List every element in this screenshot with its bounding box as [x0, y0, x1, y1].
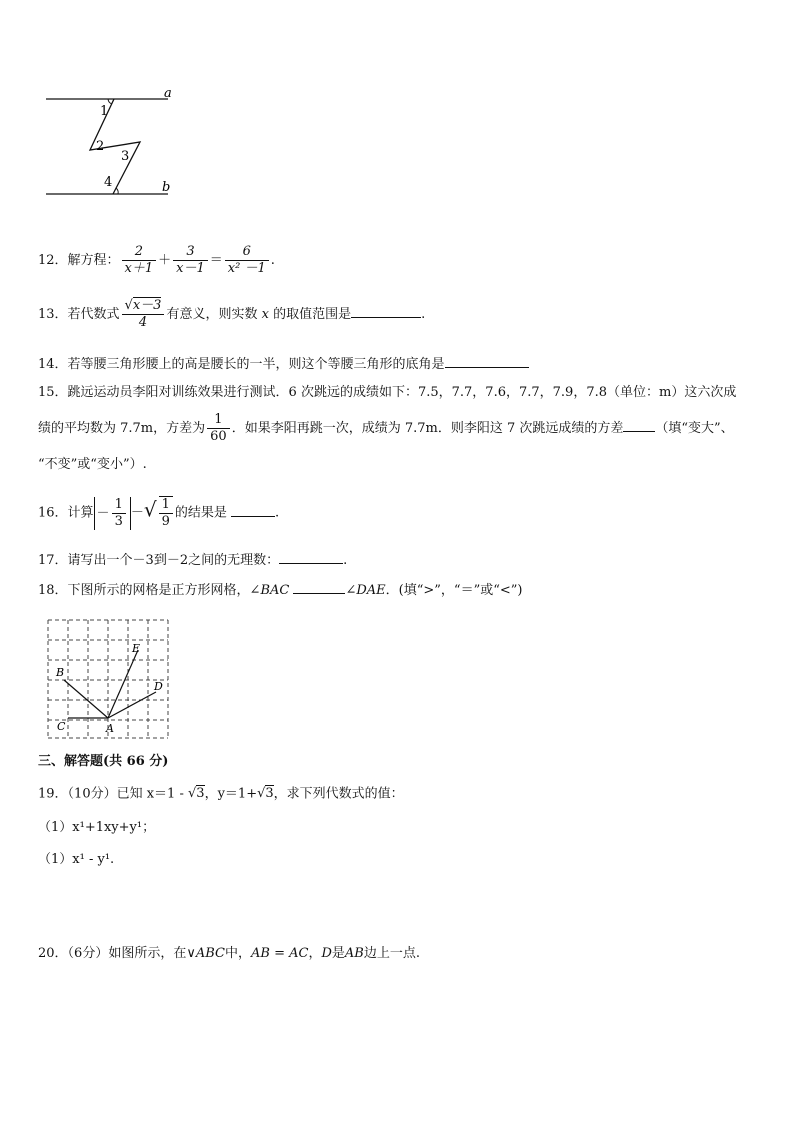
section-3-title: 三、解答题(共 66 分) [38, 754, 169, 769]
label-a: a [164, 86, 172, 101]
question-15-line-2: 绩的平均数为 7.7m，方差为 $\frac{1}{60}$ ．如果李阳再跳一次，成绩为 7.7m．则李阳这 7 次跳远成绩的方差 （填“变大”、 [38, 412, 734, 444]
angle-1-label: 1 [100, 104, 109, 119]
parallel-lines-figure [40, 82, 180, 202]
question-16: 16．计算 － $\frac{1}{3}$ －√ $\frac{1}{9}$ 的结果是 . [38, 496, 280, 529]
sqrt-3-b: √3 [257, 786, 274, 801]
question-15-line-3: “不变”或“变小”）. [38, 457, 147, 472]
question-19-part-1: （1）x¹+1xy+y¹； [38, 820, 156, 835]
question-13: 13．若代数式 $\frac{√x-3}{4}$ 有意义，则实数 x 的取值范围是 . [38, 298, 426, 330]
grid-label-b: B [56, 666, 65, 679]
fraction-2: $\frac{3}{x-1}$ [173, 244, 208, 277]
answer-blank-14[interactable] [445, 355, 529, 368]
variance-fraction: $\frac{1}{60}$ [207, 412, 230, 445]
angle-4-label: 4 [104, 175, 113, 190]
question-12: 12．解方程： $\frac{2}{x+1}$ ＋ $\frac{3}{x-1}$ ＝ $\frac{6}{\text{x² －1}}$ . [38, 244, 275, 276]
grid-label-d: D [154, 680, 163, 693]
fraction-1: $\frac{2}{x+1}$ [122, 244, 157, 277]
sqrt-fraction: $\frac{√x-3}{4}$ [122, 298, 165, 331]
sqrt-3-a: √3 [188, 786, 205, 801]
angle-2-label: 2 [96, 139, 105, 154]
question-14: 14．若等腰三角形腰上的高是腰长的一半，则这个等腰三角形的底角是 [38, 355, 529, 374]
label-b: b [162, 180, 171, 195]
answer-blank-16[interactable] [231, 504, 275, 517]
question-20: 20．（6分）如图所示，在∨ABC中，AB = AC，D是AB边上一点. [38, 946, 420, 961]
abs-value: － $\frac{1}{3}$ [94, 497, 131, 530]
grid-label-e: E [132, 642, 141, 655]
angle-3-label: 3 [121, 149, 130, 164]
square-grid-figure [44, 616, 174, 742]
answer-blank-13[interactable] [351, 305, 421, 318]
sqrt-fraction-16: √ $\frac{1}{9}$ [144, 496, 175, 530]
grid-label-c: C [57, 720, 66, 733]
question-19: 19．（10分）已知 x＝1 - √3，y＝1+√3，求下列代数式的值： [38, 786, 404, 802]
question-18: 18．下图所示的网格是正方形网格，∠BAC ∠DAE．(填“>”，“＝”或“<”) [38, 583, 523, 598]
answer-blank-17[interactable] [279, 551, 343, 564]
question-19-part-2: （1）x¹ - y¹. [38, 852, 115, 867]
answer-blank-18[interactable] [293, 581, 345, 594]
grid-label-a: A [106, 722, 114, 735]
fraction-3: $\frac{6}{\text{x² －1}}$ [225, 244, 269, 277]
question-17: 17．请写出一个－3到－2之间的无理数： . [38, 553, 348, 568]
answer-blank-15[interactable] [623, 419, 655, 432]
question-15-line-1: 15．跳远运动员李阳对训练效果进行测试．6 次跳远的成绩如下：7.5，7.7，7.6，7.7，7.9，7.8（单位：m）这六次成 [38, 385, 737, 400]
